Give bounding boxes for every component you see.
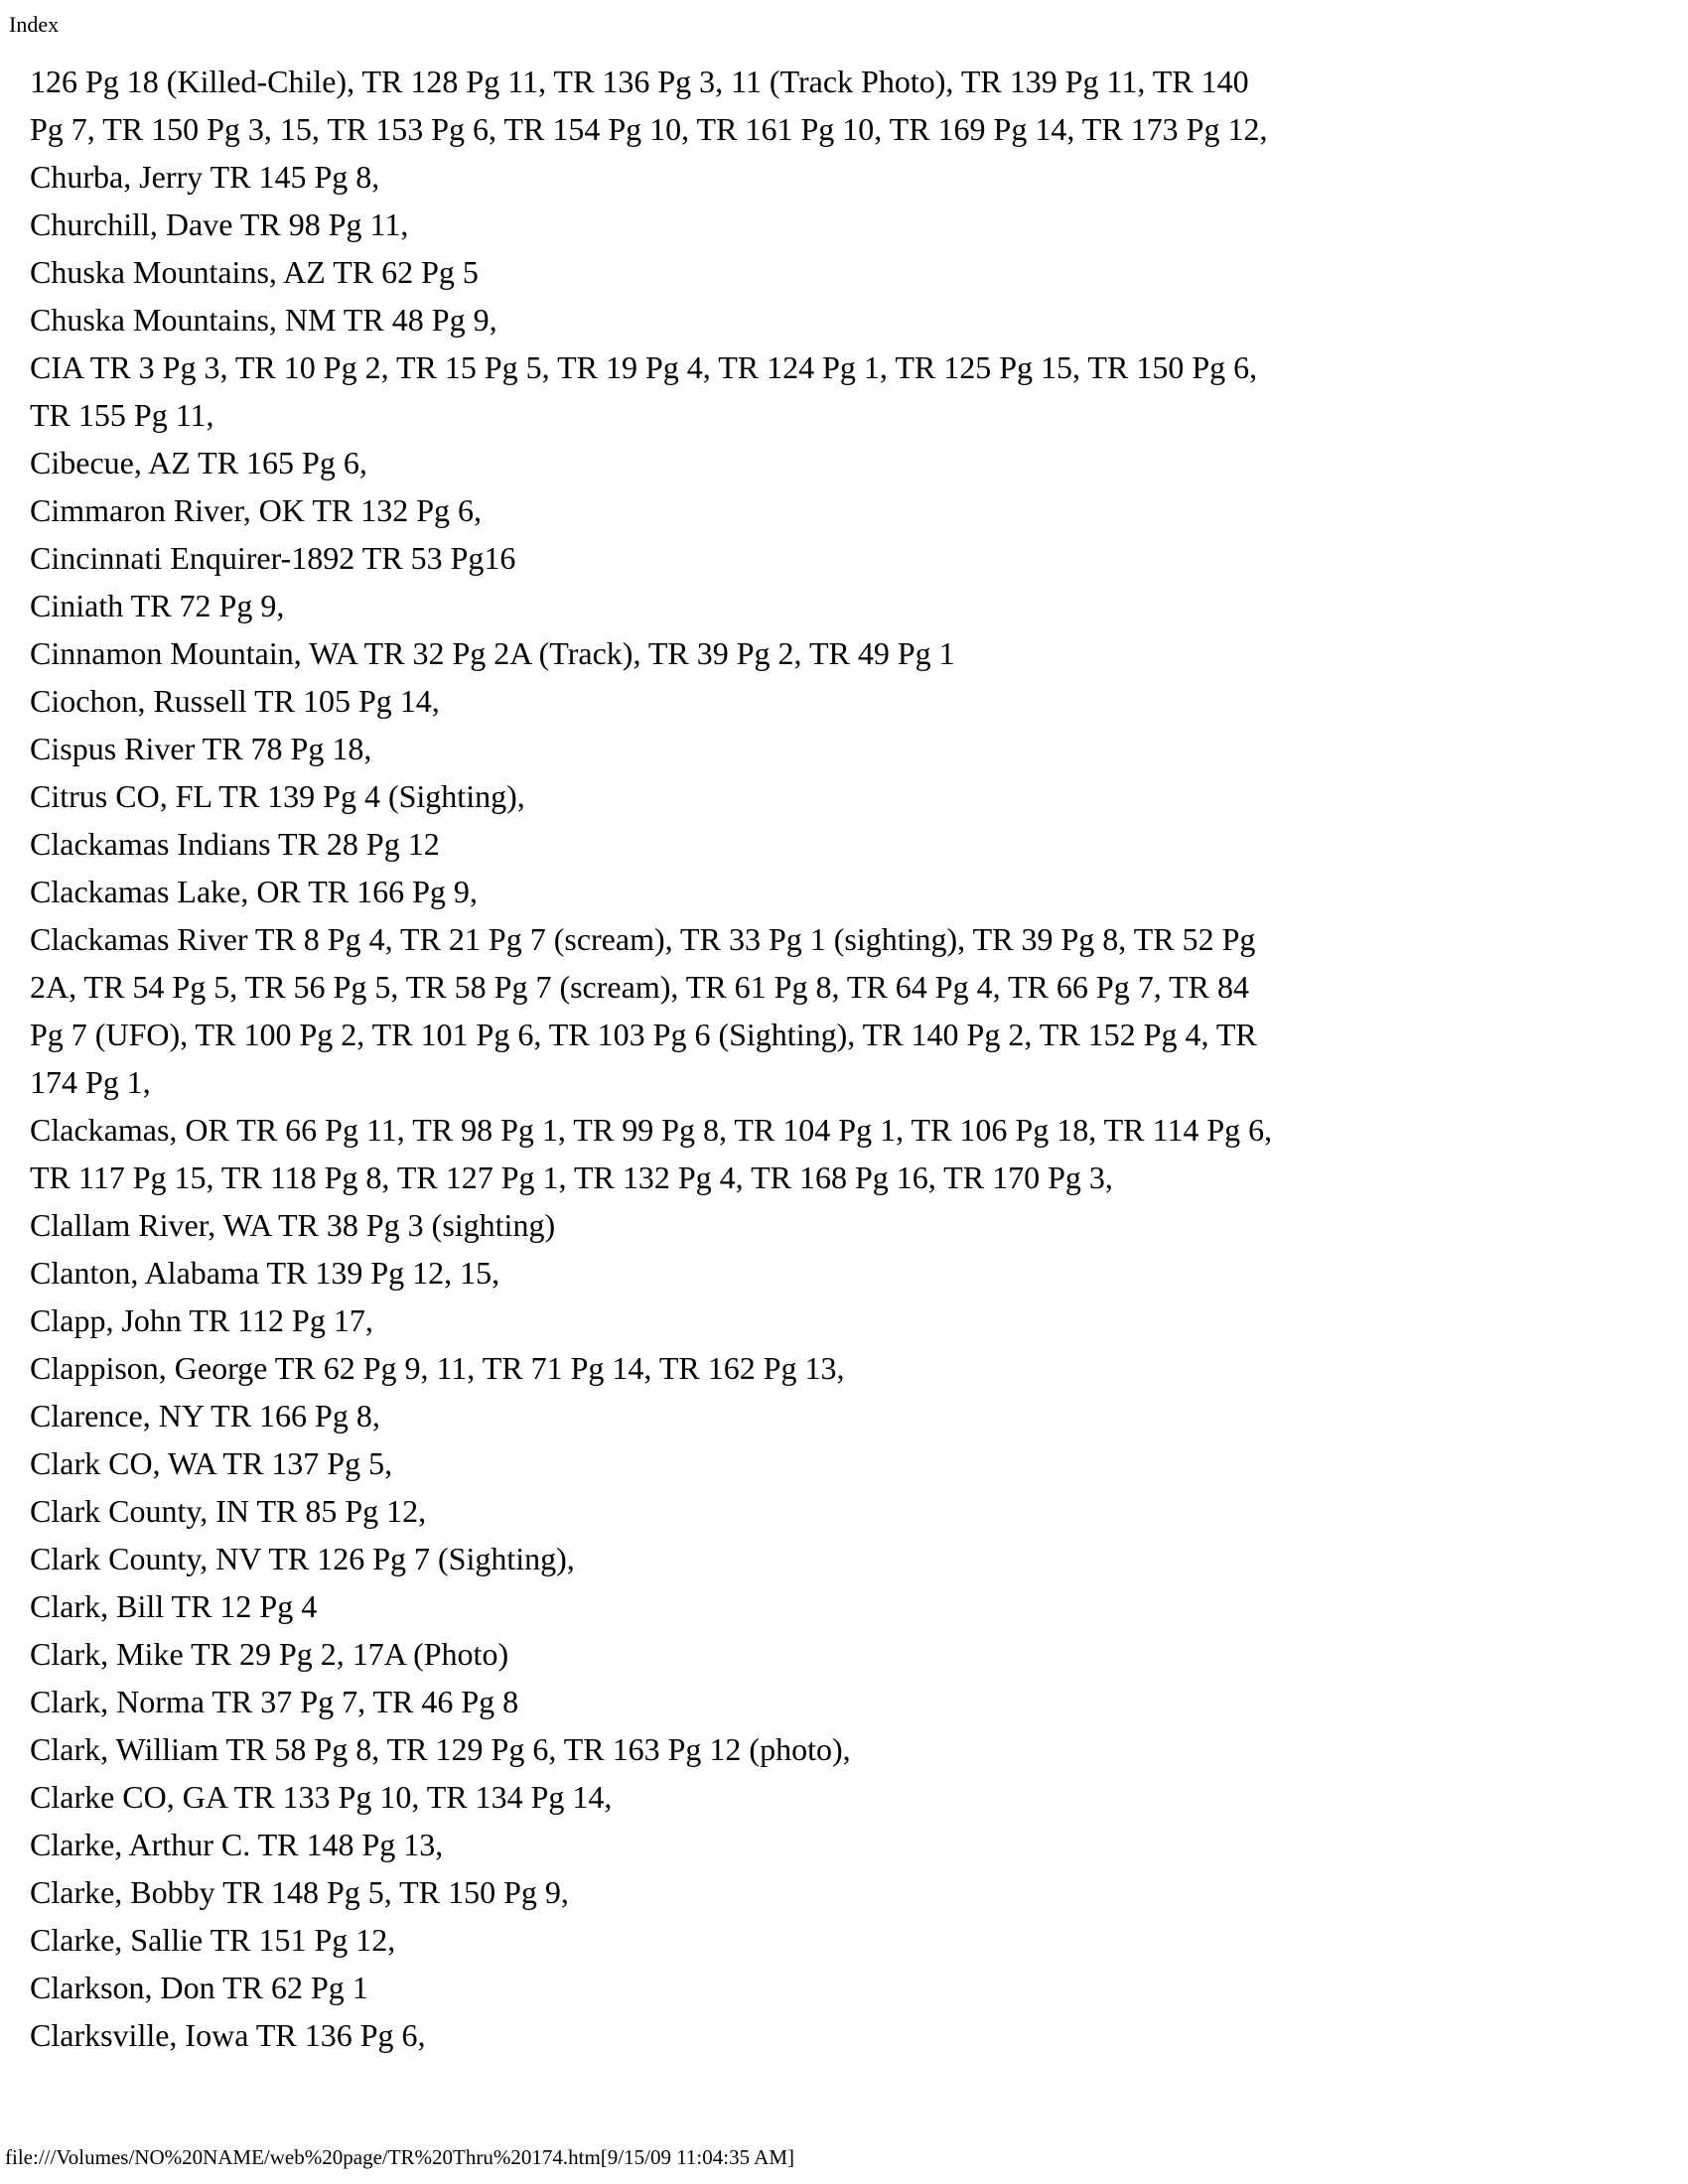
index-line: Pg 7 (UFO), TR 100 Pg 2, TR 101 Pg 6, TR 103 Pg 6 (Sighting), TR 140 Pg 2, TR 152 Pg 4, TR [30,1017,1257,1052]
index-line: Clarke, Bobby TR 148 Pg 5, TR 150 Pg 9, [30,1874,569,1910]
index-line: Cimmaron River, OK TR 132 Pg 6, [30,492,483,528]
index-line: Clark, Bill TR 12 Pg 4 [30,1588,318,1624]
index-line: Clackamas, OR TR 66 Pg 11, TR 98 Pg 1, TR 99 Pg 8, TR 104 Pg 1, TR 106 Pg 18, TR 114 Pg 6, [30,1112,1273,1148]
index-line: Churchill, Dave TR 98 Pg 11, [30,206,409,242]
index-line: Clarke CO, GA TR 133 Pg 10, TR 134 Pg 14, [30,1779,613,1815]
index-line: Pg 7, TR 150 Pg 3, 15, TR 153 Pg 6, TR 154 Pg 10, TR 161 Pg 10, TR 169 Pg 14, TR 173 Pg 12, [30,111,1268,147]
file-path-footer: file:///Volumes/NO%20NAME/web%20page/TR%20Thru%20174.htm[9/15/09 11:04:35 AM] [5,2145,795,2169]
index-line: TR 155 Pg 11, [30,397,214,433]
index-line: TR 117 Pg 15, TR 118 Pg 8, TR 127 Pg 1, TR 132 Pg 4, TR 168 Pg 16, TR 170 Pg 3, [30,1160,1113,1195]
index-content [30,58,1668,2059]
index-line: Chuska Mountains, AZ TR 62 Pg 5 [30,254,479,290]
index-line: Clarke, Sallie TR 151 Pg 12, [30,1922,396,1958]
index-line: Clanton, Alabama TR 139 Pg 12, 15, [30,1255,500,1291]
index-line: Clackamas Indians TR 28 Pg 12 [30,826,440,862]
index-line: Clarence, NY TR 166 Pg 8, [30,1398,380,1433]
index-line: Cispus River TR 78 Pg 18, [30,731,372,766]
index-line: Cinnamon Mountain, WA TR 32 Pg 2A (Track), TR 39 Pg 2, TR 49 Pg 1 [30,635,955,671]
index-line: Citrus CO, FL TR 139 Pg 4 (Sighting), [30,778,525,814]
index-line: Clark, Mike TR 29 Pg 2, 17A (Photo) [30,1636,509,1672]
index-line: Chuska Mountains, NM TR 48 Pg 9, [30,302,497,338]
index-line: Clarkson, Don TR 62 Pg 1 [30,1970,368,2005]
index-line: Clarksville, Iowa TR 136 Pg 6, [30,2017,426,2053]
index-line: Cincinnati Enquirer-1892 TR 53 Pg16 [30,540,516,576]
index-line: 2A, TR 54 Pg 5, TR 56 Pg 5, TR 58 Pg 7 (scream), TR 61 Pg 8, TR 64 Pg 4, TR 66 Pg 7, TR 84 [30,969,1249,1005]
index-line: Clark County, NV TR 126 Pg 7 (Sighting), [30,1541,575,1576]
index-line: Ciochon, Russell TR 105 Pg 14, [30,683,440,719]
index-line: Clark, Norma TR 37 Pg 7, TR 46 Pg 8 [30,1684,519,1719]
index-line: Clapp, John TR 112 Pg 17, [30,1302,373,1338]
index-line: 126 Pg 18 (Killed-Chile), TR 128 Pg 11, TR 136 Pg 3, 11 (Track Photo), TR 139 Pg 11, TR 140 [30,64,1249,99]
index-line: Clark County, IN TR 85 Pg 12, [30,1493,427,1529]
index-line: CIA TR 3 Pg 3, TR 10 Pg 2, TR 15 Pg 5, TR 19 Pg 4, TR 124 Pg 1, TR 125 Pg 15, TR 150 Pg 6, [30,349,1258,385]
index-line: Clackamas River TR 8 Pg 4, TR 21 Pg 7 (scream), TR 33 Pg 1 (sighting), TR 39 Pg 8, TR 52 Pg [30,921,1256,957]
index-line: Clarke, Arthur C. TR 148 Pg 13, [30,1827,444,1862]
index-line: 174 Pg 1, [30,1064,151,1100]
index-line: Ciniath TR 72 Pg 9, [30,588,285,623]
index-line: Clark, William TR 58 Pg 8, TR 129 Pg 6, TR 163 Pg 12 (photo), [30,1731,851,1767]
index-line: Churba, Jerry TR 145 Pg 8, [30,159,380,195]
index-line: Cibecue, AZ TR 165 Pg 6, [30,445,367,480]
page-title: Index [9,12,60,37]
index-line: Clark CO, WA TR 137 Pg 5, [30,1445,393,1481]
index-line: Clackamas Lake, OR TR 166 Pg 9, [30,874,478,909]
index-line: Clappison, George TR 62 Pg 9, 11, TR 71 Pg 14, TR 162 Pg 13, [30,1350,845,1386]
index-line: Clallam River, WA TR 38 Pg 3 (sighting) [30,1207,556,1243]
